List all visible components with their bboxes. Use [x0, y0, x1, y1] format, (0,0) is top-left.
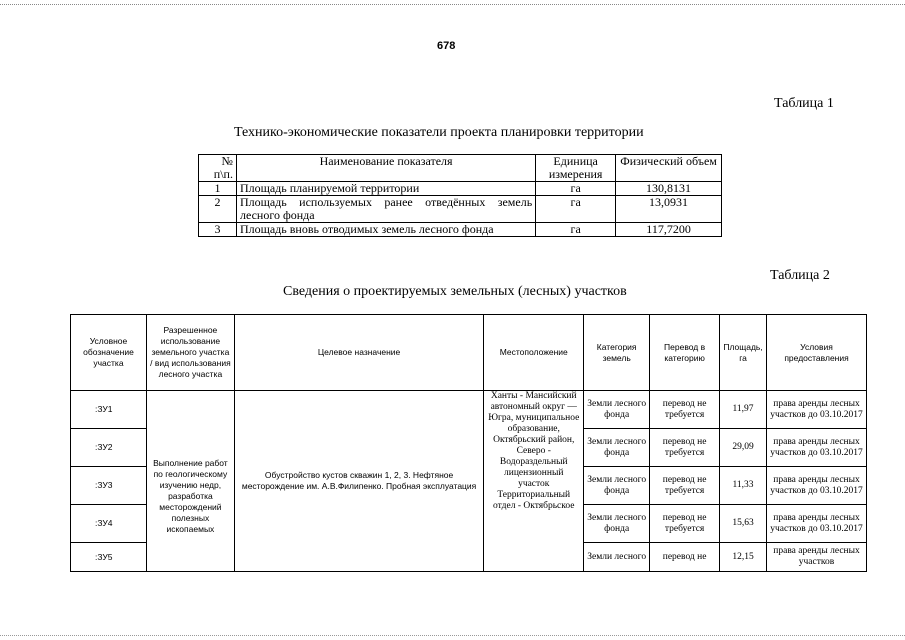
conditions: права аренды лесных участков	[767, 543, 867, 572]
category-transfer: перевод не	[650, 543, 720, 572]
category-transfer: перевод не требуется	[650, 391, 720, 429]
unit: га	[536, 223, 616, 237]
scan-edge-bottom	[0, 635, 905, 636]
table2	[70, 314, 867, 572]
table1	[198, 154, 722, 237]
table-row	[199, 196, 722, 223]
category-transfer: перевод не требуется	[650, 429, 720, 467]
table1-title: Технико-экономические показатели проекта планировки территории	[234, 125, 644, 140]
parcel-code: :ЗУ4	[71, 505, 147, 543]
table-row	[199, 182, 722, 196]
page-number: 678	[437, 40, 456, 52]
area: 11,33	[720, 467, 767, 505]
unit: га	[536, 196, 616, 223]
indicator-name: Площадь используемых ранее отведённых земель лесного фонда	[236, 196, 535, 223]
table2-header-cell: Условное обозначение участка	[71, 315, 147, 391]
area: 11,97	[720, 391, 767, 429]
scan-edge-top	[0, 4, 905, 5]
permitted-use	[146, 391, 234, 572]
parcel-code: :ЗУ1	[71, 391, 147, 429]
category-transfer: перевод не требуется	[650, 505, 720, 543]
table2-header-cell: Разрешенное использование земельного участка / вид использования лесного участка	[146, 315, 234, 391]
table2-header-cell: Условия предоставления	[767, 315, 867, 391]
row-number: 3	[199, 223, 237, 237]
table2-header-row	[71, 315, 867, 391]
table2-label: Таблица 2	[770, 268, 830, 283]
land-category: Земли лесного фонда	[584, 391, 650, 429]
land-category: Земли лесного фонда	[584, 467, 650, 505]
land-category: Земли лесного фонда	[584, 429, 650, 467]
table2-header-cell: Площадь, га	[720, 315, 767, 391]
table1-label: Таблица 1	[774, 96, 834, 111]
area: 12,15	[720, 543, 767, 572]
indicator-name: Площадь вновь отводимых земель лесного фонда	[236, 223, 535, 237]
target-purpose: Обустройство кустов скважин 1, 2, 3. Нефтяное месторождение им. А.В.Филипенко. Пробная эксплуатация	[234, 391, 483, 572]
value: 13,0931	[616, 196, 722, 223]
table1-header-cell: № п\п.	[199, 155, 237, 182]
area: 15,63	[720, 505, 767, 543]
land-category: Земли лесного фонда	[584, 505, 650, 543]
table2-header-cell: Целевое назначение	[234, 315, 483, 391]
row-number: 1	[199, 182, 237, 196]
parcel-code: :ЗУ5	[71, 543, 147, 572]
unit: га	[536, 182, 616, 196]
land-category: Земли лесного	[584, 543, 650, 572]
row-number: 2	[199, 196, 237, 223]
table2-header-cell: Перевод в категорию	[650, 315, 720, 391]
parcel-code: :ЗУ3	[71, 467, 147, 505]
category-transfer: перевод не требуется	[650, 467, 720, 505]
table2-title: Сведения о проектируемых земельных (лесных) участков	[283, 284, 627, 299]
table1-header-cell: Наименование показателя	[236, 155, 535, 182]
conditions: права аренды лесных участков до 03.10.2017	[767, 391, 867, 429]
conditions: права аренды лесных участков до 03.10.2017	[767, 467, 867, 505]
conditions: права аренды лесных участков до 03.10.2017	[767, 505, 867, 543]
conditions: права аренды лесных участков до 03.10.2017	[767, 429, 867, 467]
table1-header-cell: Физический объем	[616, 155, 722, 182]
parcel-code: :ЗУ2	[71, 429, 147, 467]
value: 117,7200	[616, 223, 722, 237]
location: Ханты - Мансийский автономный округ — Югра, муниципальное образование, Октябрьский район, Северо - Водораздельный лицензионный участок Территориальный отдел - Октябрьское	[484, 391, 584, 572]
table1-header-cell: Единица измерения	[536, 155, 616, 182]
indicator-name: Площадь планируемой территории	[236, 182, 535, 196]
area: 29,09	[720, 429, 767, 467]
table-row	[199, 223, 722, 237]
table2-header-cell: Местоположение	[484, 315, 584, 391]
table2-header-cell: Категория земель	[584, 315, 650, 391]
table-row	[71, 391, 867, 429]
value: 130,8131	[616, 182, 722, 196]
table1-header-row	[199, 155, 722, 182]
permitted-use-text: Выполнение работ по геологическому изучению недр, разработка месторождений полезных ископаемых	[153, 457, 228, 534]
